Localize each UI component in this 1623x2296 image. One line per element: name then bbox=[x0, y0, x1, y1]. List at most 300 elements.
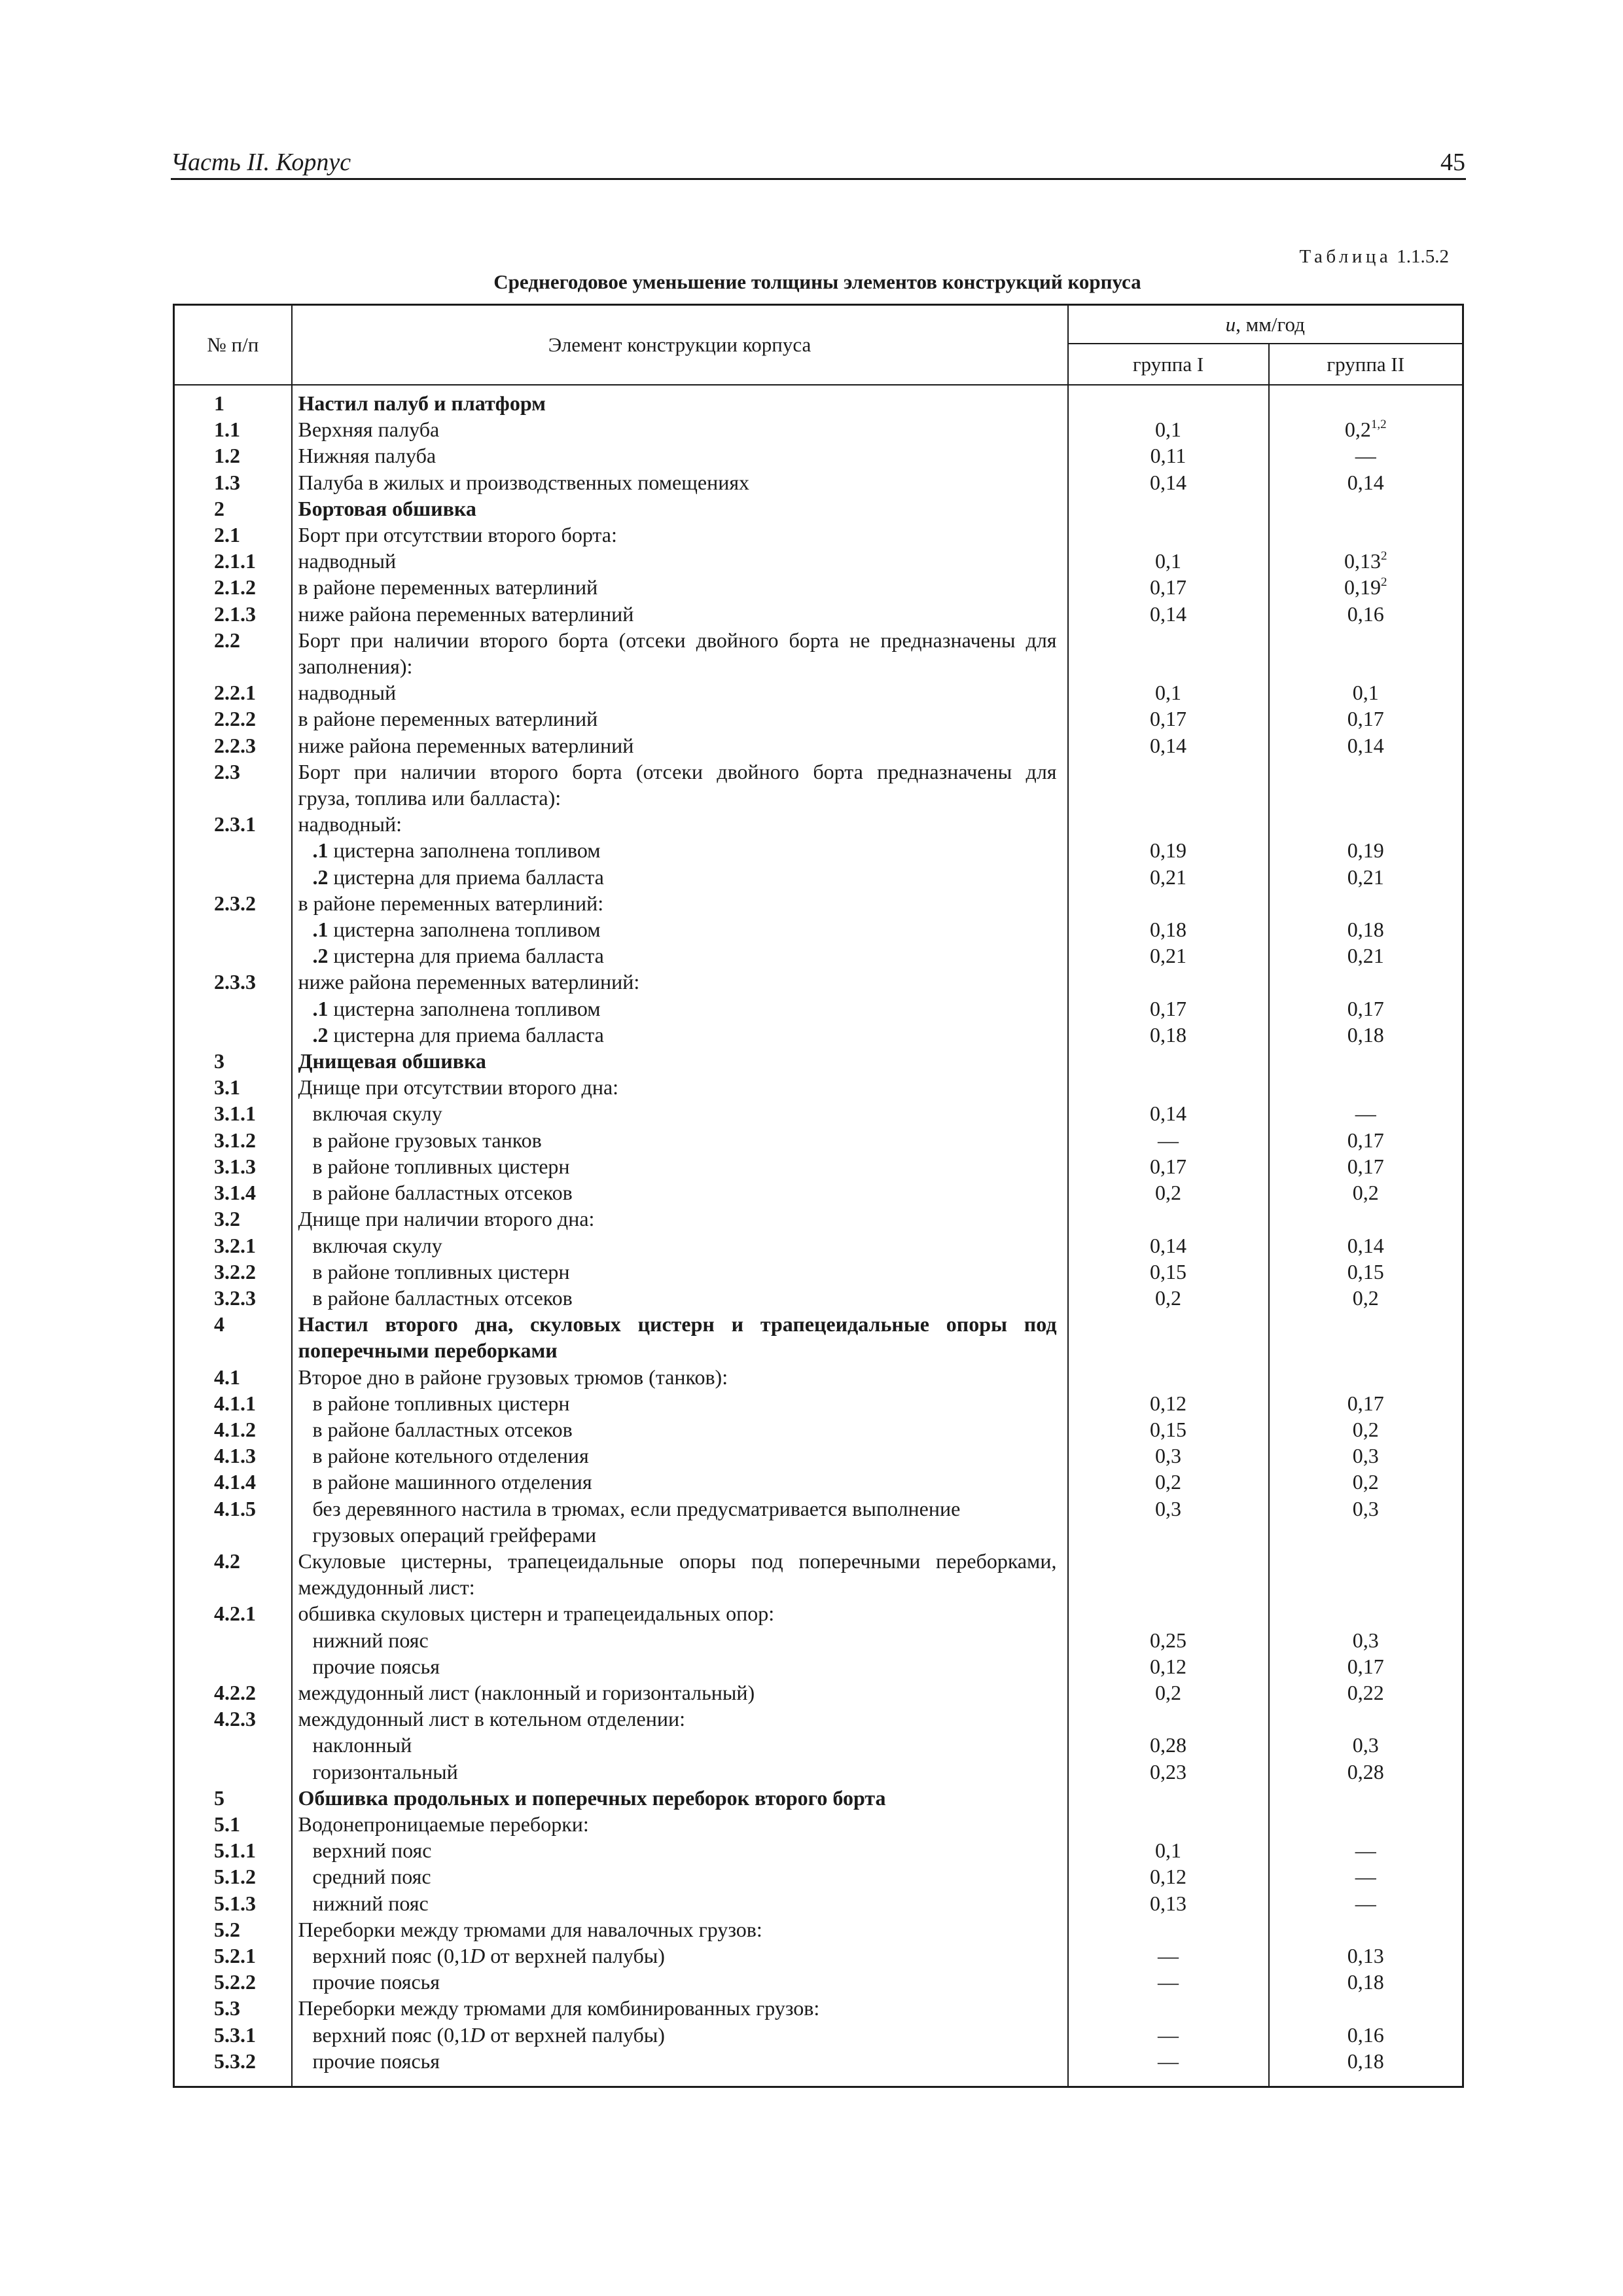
value-group-2-cell bbox=[1269, 548, 1463, 574]
value-group-1: — bbox=[1158, 2022, 1179, 2047]
row-element bbox=[292, 996, 1068, 1022]
table-row bbox=[174, 1706, 1463, 1732]
table-row bbox=[174, 416, 1463, 442]
value-group-2-cell bbox=[1269, 2022, 1463, 2048]
value-group-2: 0,2 bbox=[1344, 418, 1371, 442]
row-element bbox=[292, 706, 1068, 732]
value-group-1-cell bbox=[1068, 1390, 1269, 1416]
table-row bbox=[174, 1732, 1463, 1758]
value-group-2-cell bbox=[1269, 627, 1463, 679]
row-element bbox=[292, 1890, 1068, 1916]
section-heading-row bbox=[174, 1311, 1463, 1363]
section-heading-row bbox=[174, 1785, 1463, 1811]
value-group-1-cell bbox=[1068, 1916, 1269, 1943]
table-row bbox=[174, 1863, 1463, 1890]
header-row-top bbox=[174, 305, 1463, 344]
value-group-1: 0,23 bbox=[1150, 1759, 1186, 1784]
row-number: 2.3 bbox=[174, 759, 292, 811]
padding-cell bbox=[292, 2074, 1068, 2087]
row-number: 1.3 bbox=[174, 469, 292, 495]
sub-item-number: .2 bbox=[312, 1022, 329, 1047]
value-group-2-cell bbox=[1269, 916, 1463, 942]
row-number bbox=[174, 1732, 292, 1758]
row-number: 3.1.1 bbox=[174, 1100, 292, 1126]
value-group-1-cell bbox=[1068, 890, 1269, 916]
value-group-1-cell bbox=[1068, 601, 1269, 627]
value-group-1-cell bbox=[1068, 627, 1269, 679]
table-row bbox=[174, 837, 1463, 863]
value-group-2: 0,2 bbox=[1352, 1417, 1379, 1441]
value-group-1-cell bbox=[1068, 1100, 1269, 1126]
row-number: 5 bbox=[174, 1785, 292, 1811]
value-group-2-cell bbox=[1269, 442, 1463, 469]
page-number: 45 bbox=[1440, 149, 1465, 176]
element-text: Бортовая обшивка bbox=[298, 496, 476, 520]
value-group-2: 0,21 bbox=[1347, 944, 1384, 968]
element-text: междудонный лист (наклонный и горизонтальный) bbox=[298, 1680, 755, 1704]
row-number: 4.2 bbox=[174, 1548, 292, 1600]
value-group-1: 0,17 bbox=[1150, 575, 1186, 600]
element-text-line: заполнения): bbox=[298, 655, 413, 679]
value-group-1: 0,14 bbox=[1150, 601, 1186, 626]
value-group-2-cell bbox=[1269, 732, 1463, 759]
element-text-line: без деревянного настила в трюмах, если предусматривается выполнение bbox=[312, 1496, 961, 1520]
row-element bbox=[292, 811, 1068, 837]
row-number: 1.1 bbox=[174, 416, 292, 442]
row-element bbox=[292, 679, 1068, 706]
value-group-2: 0,17 bbox=[1347, 1128, 1384, 1152]
column-header-number: № п/п bbox=[174, 305, 292, 386]
row-element bbox=[292, 1074, 1068, 1100]
table-row bbox=[174, 1416, 1463, 1443]
running-head-title: Часть II. Корпус bbox=[171, 149, 351, 176]
value-group-1-cell bbox=[1068, 1443, 1269, 1469]
value-group-2: 0,14 bbox=[1347, 733, 1384, 757]
value-group-2-cell bbox=[1269, 942, 1463, 969]
value-group-2-cell bbox=[1269, 1022, 1463, 1048]
table-row bbox=[174, 942, 1463, 969]
row-element bbox=[292, 942, 1068, 969]
row-number: 5.3.2 bbox=[174, 2048, 292, 2074]
table-row bbox=[174, 1074, 1463, 1100]
row-number bbox=[174, 1627, 292, 1653]
table-row bbox=[174, 1364, 1463, 1390]
element-text: Нижняя палуба bbox=[298, 444, 437, 468]
row-element bbox=[292, 601, 1068, 627]
value-group-1: 0,14 bbox=[1150, 1233, 1186, 1257]
element-text: Переборки между трюмами для комбинированных грузов: bbox=[298, 1996, 820, 2020]
row-number: 3.1.2 bbox=[174, 1127, 292, 1153]
value-group-2-cell bbox=[1269, 1995, 1463, 2021]
value-group-2-cell bbox=[1269, 469, 1463, 495]
value-group-1: 0,13 bbox=[1150, 1891, 1186, 1915]
row-number: 4.1.1 bbox=[174, 1390, 292, 1416]
table-row bbox=[174, 1600, 1463, 1626]
value-group-2-cell bbox=[1269, 706, 1463, 732]
row-element bbox=[292, 1627, 1068, 1653]
value-group-1-cell bbox=[1068, 837, 1269, 863]
element-text-line: Борт при наличии второго борта (отсеки двойного борта предназначены для bbox=[298, 759, 1057, 783]
element-text: нижний пояс bbox=[312, 1628, 429, 1652]
element-text: в районе переменных ватерлиний bbox=[298, 575, 598, 600]
value-group-1-cell bbox=[1068, 1732, 1269, 1758]
value-group-2-cell bbox=[1269, 1863, 1463, 1890]
value-group-2: 0,13 bbox=[1344, 549, 1381, 573]
row-number: 5.2 bbox=[174, 1916, 292, 1943]
value-group-2: 0,19 bbox=[1347, 838, 1384, 863]
element-text: Палуба в жилых и производственных помещениях bbox=[298, 470, 750, 494]
row-element bbox=[292, 864, 1068, 890]
table-row bbox=[174, 996, 1463, 1022]
table-row bbox=[174, 442, 1463, 469]
row-number: 1 bbox=[174, 390, 292, 416]
table-row bbox=[174, 1127, 1463, 1153]
value-group-2: 0,28 bbox=[1347, 1759, 1384, 1784]
element-text-italic: D bbox=[470, 1943, 486, 1967]
value-group-1-cell bbox=[1068, 1311, 1269, 1363]
value-group-2: 0,3 bbox=[1352, 1733, 1379, 1757]
value-group-2: — bbox=[1355, 1891, 1376, 1915]
value-group-1-cell bbox=[1068, 1600, 1269, 1626]
row-element bbox=[292, 1443, 1068, 1469]
table-row bbox=[174, 1837, 1463, 1863]
sub-item-number: .1 bbox=[312, 838, 329, 863]
element-text: в районе балластных отсеков bbox=[312, 1181, 573, 1205]
table-row bbox=[174, 1995, 1463, 2021]
table-row bbox=[174, 1943, 1463, 1969]
value-group-2-cell bbox=[1269, 2048, 1463, 2074]
row-number: 3.2.2 bbox=[174, 1259, 292, 1285]
row-element bbox=[292, 2048, 1068, 2074]
value-group-1-cell bbox=[1068, 1259, 1269, 1285]
row-element bbox=[292, 495, 1068, 522]
element-text-line: Скуловые цистерны, трапецеидальные опоры под поперечными переборками, bbox=[298, 1549, 1057, 1573]
value-group-1: 0,25 bbox=[1150, 1628, 1186, 1652]
element-text: надводный bbox=[298, 681, 397, 705]
value-group-2-cell bbox=[1269, 1679, 1463, 1706]
table-row bbox=[174, 1443, 1463, 1469]
table-number-label bbox=[1299, 243, 1449, 270]
value-group-2: 0,17 bbox=[1347, 707, 1384, 731]
value-group-1-cell bbox=[1068, 811, 1269, 837]
value-group-2-cell bbox=[1269, 1706, 1463, 1732]
value-group-2: 0,3 bbox=[1352, 1496, 1379, 1520]
value-group-1-cell bbox=[1068, 495, 1269, 522]
value-group-2: 0,14 bbox=[1347, 470, 1384, 494]
value-group-1: 0,14 bbox=[1150, 470, 1186, 494]
element-text: Настил палуб и платформ bbox=[298, 391, 546, 415]
row-element bbox=[292, 1653, 1068, 1679]
value-group-2-footnote-ref: 2 bbox=[1381, 549, 1387, 564]
value-group-1-cell bbox=[1068, 679, 1269, 706]
row-element bbox=[292, 1916, 1068, 1943]
table-row bbox=[174, 1285, 1463, 1311]
row-number: 2.1.1 bbox=[174, 548, 292, 574]
row-element bbox=[292, 1206, 1068, 1232]
row-number: 2.3.2 bbox=[174, 890, 292, 916]
element-text-line: междудонный лист: bbox=[298, 1575, 475, 1600]
value-group-1: 0,17 bbox=[1150, 996, 1186, 1020]
value-group-2-cell bbox=[1269, 574, 1463, 600]
row-element bbox=[292, 1469, 1068, 1495]
table-row bbox=[174, 1811, 1463, 1837]
u-unit: , мм/год bbox=[1236, 312, 1305, 336]
table-row bbox=[174, 1259, 1463, 1285]
element-text: ниже района переменных ватерлиний bbox=[298, 601, 634, 626]
element-text: нижний пояс bbox=[312, 1891, 429, 1915]
value-group-2-cell bbox=[1269, 1943, 1463, 1969]
row-number: 3 bbox=[174, 1048, 292, 1074]
value-group-1-cell bbox=[1068, 574, 1269, 600]
row-element bbox=[292, 1732, 1068, 1758]
value-group-1-cell bbox=[1068, 1759, 1269, 1785]
value-group-2-cell bbox=[1269, 811, 1463, 837]
row-number: 2.1.3 bbox=[174, 601, 292, 627]
value-group-2-cell bbox=[1269, 1600, 1463, 1626]
element-text: в районе топливных цистерн bbox=[312, 1391, 570, 1415]
element-text: цистерна заполнена топливом bbox=[333, 996, 601, 1020]
value-group-1: 0,1 bbox=[1155, 1839, 1181, 1863]
table-row bbox=[174, 1390, 1463, 1416]
element-text: в районе балластных отсеков bbox=[312, 1285, 573, 1310]
element-text: Днищевая обшивка bbox=[298, 1049, 486, 1073]
value-group-2-cell bbox=[1269, 864, 1463, 890]
value-group-1-cell bbox=[1068, 416, 1269, 442]
row-element bbox=[292, 1127, 1068, 1153]
element-text: в районе машинного отделения bbox=[312, 1470, 592, 1494]
element-text: Днище при отсутствии второго дна: bbox=[298, 1075, 619, 1100]
value-group-1-cell bbox=[1068, 706, 1269, 732]
padding-cell bbox=[1269, 385, 1463, 390]
element-text: Борт при отсутствии второго борта: bbox=[298, 523, 617, 547]
row-element bbox=[292, 469, 1068, 495]
table-header bbox=[174, 305, 1463, 386]
table-row bbox=[174, 1206, 1463, 1232]
element-text: в районе переменных ватерлиний: bbox=[298, 891, 604, 915]
element-text: цистерна заполнена топливом bbox=[333, 918, 601, 942]
row-number: 5.2.2 bbox=[174, 1969, 292, 1995]
element-text: в районе балластных отсеков bbox=[312, 1417, 573, 1441]
value-group-2-cell bbox=[1269, 1548, 1463, 1600]
value-group-2-cell bbox=[1269, 1732, 1463, 1758]
value-group-1-cell bbox=[1068, 2022, 1269, 2048]
element-text: Второе дно в районе грузовых трюмов (танков): bbox=[298, 1365, 728, 1389]
column-header-element: Элемент конструкции корпуса bbox=[292, 305, 1068, 386]
value-group-2-cell bbox=[1269, 1653, 1463, 1679]
row-element bbox=[292, 1496, 1068, 1548]
row-number: 4.2.3 bbox=[174, 1706, 292, 1732]
table-row bbox=[174, 2048, 1463, 2074]
value-group-2-cell bbox=[1269, 390, 1463, 416]
value-group-2-cell bbox=[1269, 1890, 1463, 1916]
value-group-2: — bbox=[1355, 1102, 1376, 1126]
element-text: верхний пояс (0,1 bbox=[312, 1943, 471, 1967]
row-number: 4.2.1 bbox=[174, 1600, 292, 1626]
value-group-2-cell bbox=[1269, 1496, 1463, 1548]
value-group-2-cell bbox=[1269, 1785, 1463, 1811]
row-element bbox=[292, 732, 1068, 759]
table-row bbox=[174, 1969, 1463, 1995]
element-text: цистерна для приема балласта bbox=[333, 865, 604, 889]
value-group-1: 0,11 bbox=[1150, 444, 1186, 468]
value-group-1-cell bbox=[1068, 1469, 1269, 1495]
value-group-1-cell bbox=[1068, 1653, 1269, 1679]
element-text: включая скулу bbox=[312, 1102, 442, 1126]
header-rule bbox=[171, 178, 1466, 180]
row-number: 4 bbox=[174, 1311, 292, 1363]
row-number: 5.1.3 bbox=[174, 1890, 292, 1916]
value-group-2: 0,13 bbox=[1347, 1943, 1384, 1967]
column-header-group-1: группа I bbox=[1068, 344, 1269, 385]
value-group-1-cell bbox=[1068, 522, 1269, 548]
value-group-2-cell bbox=[1269, 522, 1463, 548]
row-number: 3.1.4 bbox=[174, 1179, 292, 1206]
row-number: 4.1.4 bbox=[174, 1469, 292, 1495]
value-group-1: 0,15 bbox=[1150, 1417, 1186, 1441]
row-number bbox=[174, 916, 292, 942]
row-number: 3.1 bbox=[174, 1074, 292, 1100]
section-heading-row bbox=[174, 495, 1463, 522]
padding-cell bbox=[1269, 2074, 1463, 2087]
value-group-2-cell bbox=[1269, 1811, 1463, 1837]
value-group-2-cell bbox=[1269, 1311, 1463, 1363]
row-element bbox=[292, 916, 1068, 942]
value-group-1-cell bbox=[1068, 1943, 1269, 1969]
value-group-1-cell bbox=[1068, 1863, 1269, 1890]
value-group-2-cell bbox=[1269, 679, 1463, 706]
value-group-2-footnote-ref: 1,2 bbox=[1370, 418, 1387, 432]
element-text-line: грузовых операций грейферами bbox=[312, 1522, 597, 1547]
element-text: средний пояс bbox=[312, 1865, 431, 1889]
row-number: 3.2 bbox=[174, 1206, 292, 1232]
row-element bbox=[292, 1969, 1068, 1995]
value-group-1-cell bbox=[1068, 1679, 1269, 1706]
value-group-2: 0,14 bbox=[1347, 1233, 1384, 1257]
table-row bbox=[174, 759, 1463, 811]
value-group-1: 0,2 bbox=[1155, 1680, 1181, 1704]
row-number bbox=[174, 1022, 292, 1048]
row-number: 1.2 bbox=[174, 442, 292, 469]
value-group-1-cell bbox=[1068, 1048, 1269, 1074]
table-row bbox=[174, 679, 1463, 706]
element-text: в районе котельного отделения bbox=[312, 1444, 589, 1468]
element-text: обшивка скуловых цистерн и трапецеидальных опор: bbox=[298, 1602, 775, 1626]
value-group-2: 0,18 bbox=[1347, 1022, 1384, 1047]
value-group-2-cell bbox=[1269, 601, 1463, 627]
value-group-1: 0,2 bbox=[1155, 1181, 1181, 1205]
row-element bbox=[292, 442, 1068, 469]
table-row bbox=[174, 1890, 1463, 1916]
value-group-1: 0,21 bbox=[1150, 944, 1186, 968]
row-number bbox=[174, 1759, 292, 1785]
element-text: включая скулу bbox=[312, 1233, 442, 1257]
value-group-2: 0,1 bbox=[1352, 681, 1379, 705]
value-group-2: 0,2 bbox=[1352, 1285, 1379, 1310]
sub-item-number: .2 bbox=[312, 944, 329, 968]
row-element bbox=[292, 1285, 1068, 1311]
table-row bbox=[174, 1496, 1463, 1548]
table-title: Среднегодовое уменьшение толщины элементов конструкций корпуса bbox=[493, 270, 1141, 293]
value-group-2-cell bbox=[1269, 1232, 1463, 1259]
value-group-1: 0,14 bbox=[1150, 733, 1186, 757]
row-element bbox=[292, 759, 1068, 811]
element-text: цистерна для приема балласта bbox=[333, 944, 604, 968]
row-number: 2.3.3 bbox=[174, 969, 292, 995]
row-number: 3.1.3 bbox=[174, 1153, 292, 1179]
row-element bbox=[292, 390, 1068, 416]
element-text: горизонтальный bbox=[312, 1759, 458, 1784]
element-text-italic: D bbox=[470, 2022, 486, 2047]
value-group-1: — bbox=[1158, 2049, 1179, 2073]
row-number: 4.1.5 bbox=[174, 1496, 292, 1548]
value-group-1-cell bbox=[1068, 1127, 1269, 1153]
row-number: 3.2.3 bbox=[174, 1285, 292, 1311]
value-group-1: 0,17 bbox=[1150, 707, 1186, 731]
element-text: Водонепроницаемые переборки: bbox=[298, 1812, 589, 1836]
row-element bbox=[292, 1048, 1068, 1074]
element-text-tail: от верхней палубы) bbox=[485, 2022, 665, 2047]
thickness-reduction-table bbox=[173, 304, 1464, 2088]
value-group-1-cell bbox=[1068, 996, 1269, 1022]
value-group-1: 0,2 bbox=[1155, 1470, 1181, 1494]
element-text: Переборки между трюмами для навалочных грузов: bbox=[298, 1917, 762, 1941]
value-group-2-cell bbox=[1269, 1837, 1463, 1863]
table-row bbox=[174, 732, 1463, 759]
value-group-2-cell bbox=[1269, 495, 1463, 522]
table-row bbox=[174, 864, 1463, 890]
element-text: в районе топливных цистерн bbox=[312, 1154, 570, 1178]
value-group-2: — bbox=[1355, 1865, 1376, 1889]
value-group-1-cell bbox=[1068, 1285, 1269, 1311]
value-group-2-cell bbox=[1269, 1469, 1463, 1495]
value-group-1-cell bbox=[1068, 942, 1269, 969]
element-text: цистерна заполнена топливом bbox=[333, 838, 601, 863]
row-element bbox=[292, 1259, 1068, 1285]
value-group-2: 0,16 bbox=[1347, 2022, 1384, 2047]
value-group-2-cell bbox=[1269, 1443, 1463, 1469]
table-row bbox=[174, 1022, 1463, 1048]
value-group-2: 0,18 bbox=[1347, 2049, 1384, 2073]
value-group-2: 0,15 bbox=[1347, 1259, 1384, 1283]
value-group-2-cell bbox=[1269, 1127, 1463, 1153]
table-row bbox=[174, 1232, 1463, 1259]
value-group-2-cell bbox=[1269, 1416, 1463, 1443]
row-number bbox=[174, 837, 292, 863]
value-group-2-cell bbox=[1269, 1390, 1463, 1416]
value-group-2: 0,3 bbox=[1352, 1628, 1379, 1652]
value-group-1-cell bbox=[1068, 1179, 1269, 1206]
table-row bbox=[174, 706, 1463, 732]
table-row bbox=[174, 627, 1463, 679]
element-text: надводный: bbox=[298, 812, 402, 836]
padding-cell bbox=[1068, 385, 1269, 390]
table-row bbox=[174, 811, 1463, 837]
table-row bbox=[174, 1179, 1463, 1206]
row-number: 2.1 bbox=[174, 522, 292, 548]
value-group-1: 0,19 bbox=[1150, 838, 1186, 863]
element-text: в районе топливных цистерн bbox=[312, 1259, 570, 1283]
row-number: 4.1.2 bbox=[174, 1416, 292, 1443]
row-element bbox=[292, 1785, 1068, 1811]
table-body-bottom-padding bbox=[174, 2074, 1463, 2087]
value-group-1-cell bbox=[1068, 1416, 1269, 1443]
row-number: 5.3 bbox=[174, 1995, 292, 2021]
row-element bbox=[292, 1706, 1068, 1732]
value-group-2-cell bbox=[1269, 1048, 1463, 1074]
value-group-2-cell bbox=[1269, 1179, 1463, 1206]
value-group-1: 0,12 bbox=[1150, 1865, 1186, 1889]
row-element bbox=[292, 1811, 1068, 1837]
